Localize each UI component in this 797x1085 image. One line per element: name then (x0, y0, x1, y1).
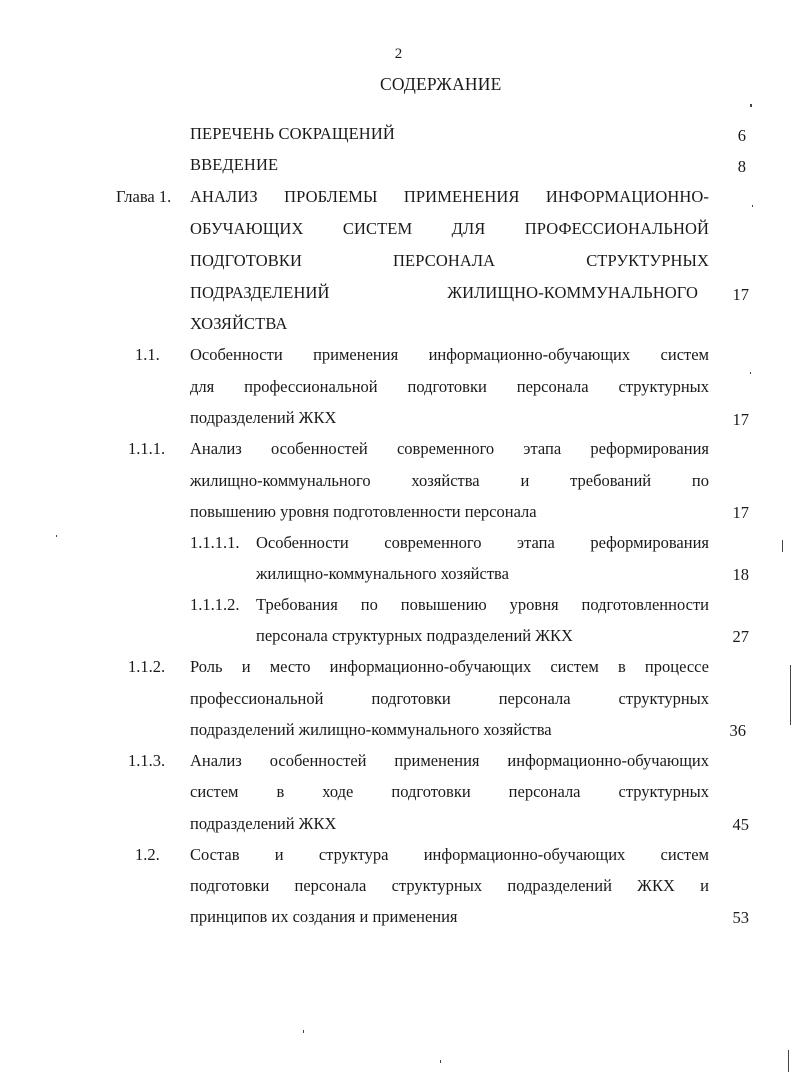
toc-entry-line: Роль и место информационно-обучающих систем в процессе (190, 657, 709, 676)
toc-entry-line: профессиональной подготовки персонала структурных (190, 689, 709, 708)
toc-entry-abbreviations: ПЕРЕЧЕНЬ СОКРАЩЕНИЙ (190, 124, 395, 143)
toc-entry-line: ПОДГОТОВКИ ПЕРСОНАЛА СТРУКТУРНЫХ (190, 251, 709, 270)
toc-entry-line: Анализ особенностей современного этапа реформирования (190, 439, 709, 458)
toc-entry-number: 1.2. (135, 845, 160, 864)
toc-entry-number: 1.1.1. (128, 439, 166, 458)
toc-page-number: 17 (732, 410, 749, 429)
scan-speck (440, 1060, 441, 1063)
toc-entry-line: принципов их создания и применения (190, 907, 458, 926)
toc-page-number: 17 (732, 503, 749, 522)
scan-speck (303, 1030, 304, 1033)
toc-entry-line: Состав и структура информационно-обучающих систем (190, 845, 709, 864)
toc-entry-introduction: ВВЕДЕНИЕ (190, 155, 279, 174)
toc-page-number: 27 (732, 627, 749, 646)
scan-speck (790, 665, 791, 725)
toc-entry-line: подготовки персонала структурных подразделений ЖКХ и (190, 876, 709, 895)
toc-entry-line: жилищно-коммунального хозяйства (256, 564, 509, 583)
toc-page-number: 36 (729, 721, 746, 740)
toc-entry-number: 1.1.2. (128, 657, 166, 676)
toc-entry-line: подразделений ЖКХ (190, 814, 337, 833)
toc-page-number: 53 (732, 908, 749, 927)
scan-speck (788, 1050, 789, 1072)
toc-entry-line: жилищно-коммунального хозяйства и требований по (190, 471, 709, 490)
toc-entry-line: ОБУЧАЮЩИХ СИСТЕМ ДЛЯ ПРОФЕССИОНАЛЬНОЙ (190, 219, 709, 238)
toc-entry-line: Особенности современного этапа реформирования (256, 533, 709, 552)
toc-entry-number: 1.1.1.1. (190, 533, 240, 552)
toc-entry-line: для профессиональной подготовки персонала структурных (190, 377, 709, 396)
toc-page-number: 18 (732, 565, 749, 584)
toc-page-number: 8 (737, 157, 746, 176)
toc-entry-line: персонала структурных подразделений ЖКХ (256, 626, 573, 645)
toc-entry-line: Анализ особенностей применения информационно-обучающих (190, 751, 709, 770)
toc-entry-number: 1.1.1.2. (190, 595, 240, 614)
scan-speck (752, 205, 753, 207)
toc-entry-line: повышению уровня подготовленности персонала (190, 502, 537, 521)
toc-page-number: 17 (732, 285, 749, 304)
toc-entry-line: систем в ходе подготовки персонала структурных (190, 782, 709, 801)
toc-title: СОДЕРЖАНИЕ (380, 74, 502, 94)
scan-speck (56, 535, 57, 537)
toc-entry-line: ХОЗЯЙСТВА (190, 314, 288, 333)
toc-entry-number: Глава 1. (116, 187, 172, 206)
toc-entry-line: ПОДРАЗДЕЛЕНИЙ ЖИЛИЩНО-КОММУНАЛЬНОГО (190, 283, 698, 302)
toc-entry-line: Требования по повышению уровня подготовленности (256, 595, 709, 614)
toc-entry-line: АНАЛИЗ ПРОБЛЕМЫ ПРИМЕНЕНИЯ ИНФОРМАЦИОННО- (190, 187, 709, 206)
toc-entry-line: подразделений жилищно-коммунального хозяйства (190, 720, 552, 739)
toc-entry-line: подразделений ЖКХ (190, 408, 337, 427)
toc-entry-number: 1.1. (135, 345, 160, 364)
page-number: 2 (394, 46, 403, 62)
scan-speck (750, 104, 752, 107)
toc-entry-number: 1.1.3. (128, 751, 166, 770)
scan-speck (782, 540, 783, 552)
toc-entry-line: Особенности применения информационно-обучающих систем (190, 345, 709, 364)
toc-page-number: 6 (737, 126, 746, 145)
toc-page-number: 45 (732, 815, 749, 834)
scan-speck (750, 372, 751, 374)
